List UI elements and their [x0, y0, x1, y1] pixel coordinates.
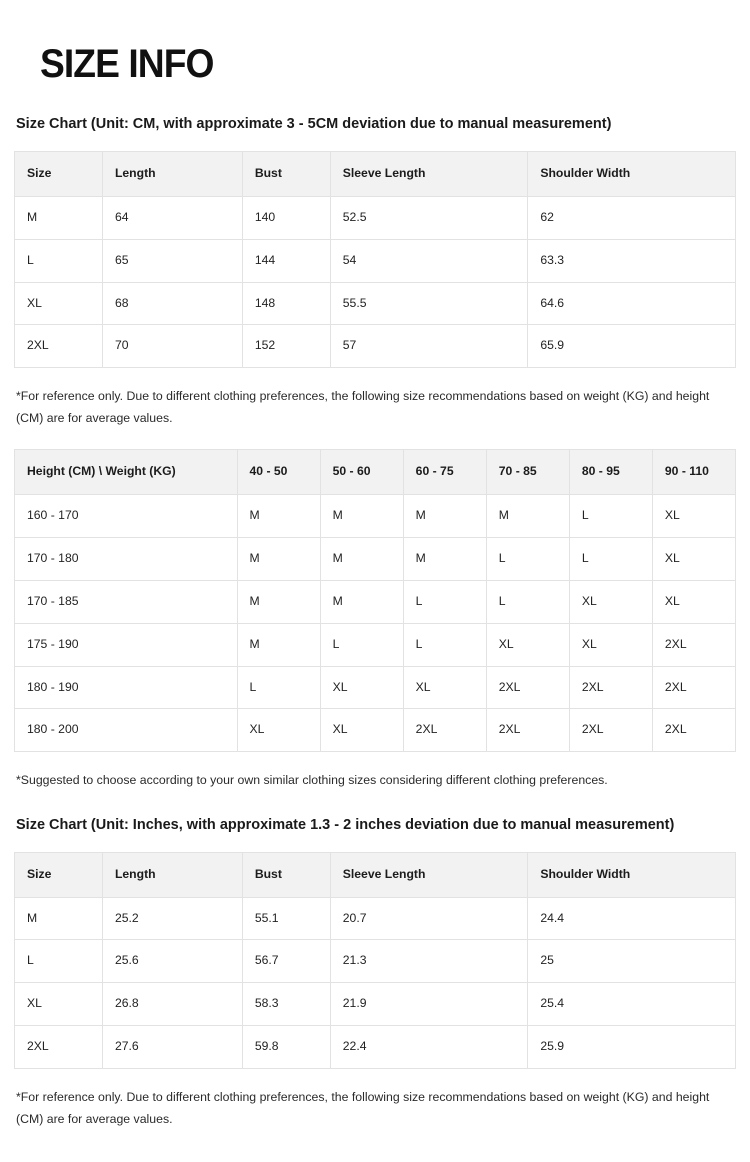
table-cell: 25: [528, 940, 736, 983]
table-cell: XL: [652, 537, 735, 580]
table-row: [15, 239, 736, 282]
table-cell: XL: [403, 666, 486, 709]
table-row: [15, 983, 736, 1026]
column-header: Shoulder Width: [528, 151, 736, 196]
table-cell: XL: [652, 580, 735, 623]
size-info-page: [0, 42, 750, 1158]
table-cell: L: [320, 623, 403, 666]
table-cell: 59.8: [242, 1026, 330, 1069]
table-cell: 58.3: [242, 983, 330, 1026]
column-header: 40 - 50: [237, 450, 320, 495]
table-cell: 21.3: [330, 940, 528, 983]
table-cell: 2XL: [652, 623, 735, 666]
table-cell: 25.2: [102, 897, 242, 940]
table-cell: 175 - 190: [15, 623, 238, 666]
table-row: [15, 897, 736, 940]
column-header: 70 - 85: [486, 450, 569, 495]
table-cell: XL: [486, 623, 569, 666]
table-cell: 54: [330, 239, 528, 282]
table-row: [15, 709, 736, 752]
inches-size-chart-table: [14, 852, 736, 1069]
table-cell: M: [237, 537, 320, 580]
table-cell: L: [237, 666, 320, 709]
size-recommendation-table: [14, 449, 736, 752]
column-header: 50 - 60: [320, 450, 403, 495]
table-cell: XL: [15, 282, 103, 325]
column-header: Size: [15, 852, 103, 897]
note-reference-cm: *For reference only. Due to different clothing preferences, the following size recommendations based on weight (KG) and height (CM) are for average values.: [16, 389, 710, 425]
table-cell: L: [486, 537, 569, 580]
table-cell: 2XL: [569, 666, 652, 709]
table-cell: 64.6: [528, 282, 736, 325]
table-cell: M: [320, 537, 403, 580]
table-row: [15, 282, 736, 325]
table-cell: 57: [330, 325, 528, 368]
table-cell: 2XL: [15, 1026, 103, 1069]
table-cell: 160 - 170: [15, 495, 238, 538]
table-cell: M: [403, 495, 486, 538]
table-cell: XL: [320, 709, 403, 752]
table-cell: M: [237, 495, 320, 538]
table-cell: XL: [569, 580, 652, 623]
table-cell: 170 - 180: [15, 537, 238, 580]
table-cell: 21.9: [330, 983, 528, 1026]
column-header: Length: [102, 151, 242, 196]
table-cell: M: [486, 495, 569, 538]
cm-chart-heading: Size Chart (Unit: CM, with approximate 3 - 5CM deviation due to manual measurement): [16, 116, 612, 132]
table-cell: XL: [569, 623, 652, 666]
table-cell: 65: [102, 239, 242, 282]
column-header: Length: [102, 852, 242, 897]
table-cell: 180 - 200: [15, 709, 238, 752]
table-row: [15, 325, 736, 368]
table-row: [15, 495, 736, 538]
table-cell: M: [237, 623, 320, 666]
table-cell: M: [15, 897, 103, 940]
table-cell: 148: [242, 282, 330, 325]
table-cell: 144: [242, 239, 330, 282]
table-cell: 170 - 185: [15, 580, 238, 623]
column-header: Shoulder Width: [528, 852, 736, 897]
table-cell: M: [15, 196, 103, 239]
note-reference-inches: *For reference only. Due to different clothing preferences, the following size recommendations based on weight (KG) and height (CM) are for average values.: [16, 1090, 710, 1126]
table-cell: 68: [102, 282, 242, 325]
table-cell: 55.1: [242, 897, 330, 940]
table-cell: XL: [15, 983, 103, 1026]
note-suggested: *Suggested to choose according to your own similar clothing sizes considering different clothing preferences.: [16, 773, 608, 788]
table-row: [15, 537, 736, 580]
column-header: 90 - 110: [652, 450, 735, 495]
inches-chart-heading: Size Chart (Unit: Inches, with approximate 1.3 - 2 inches deviation due to manual measurement): [16, 816, 675, 833]
table-cell: XL: [237, 709, 320, 752]
table-cell: 25.4: [528, 983, 736, 1026]
table-header-row: [15, 852, 736, 897]
column-header: Sleeve Length: [330, 151, 528, 196]
table-cell: 62: [528, 196, 736, 239]
table-cell: 27.6: [102, 1026, 242, 1069]
table-cell: M: [237, 580, 320, 623]
table-cell: 63.3: [528, 239, 736, 282]
table-cell: 2XL: [15, 325, 103, 368]
column-header: Bust: [242, 852, 330, 897]
table-cell: L: [403, 623, 486, 666]
cm-size-chart-table: [14, 151, 736, 368]
table-row: [15, 940, 736, 983]
table-cell: M: [403, 537, 486, 580]
table-cell: L: [403, 580, 486, 623]
table-cell: L: [569, 495, 652, 538]
table-cell: L: [15, 940, 103, 983]
table-cell: L: [15, 239, 103, 282]
table-row: [15, 666, 736, 709]
table-cell: 25.6: [102, 940, 242, 983]
table-cell: 25.9: [528, 1026, 736, 1069]
column-header: 80 - 95: [569, 450, 652, 495]
table-cell: XL: [320, 666, 403, 709]
table-cell: 64: [102, 196, 242, 239]
table-header-row: [15, 151, 736, 196]
column-header: Bust: [242, 151, 330, 196]
table-cell: 180 - 190: [15, 666, 238, 709]
table-header-row: [15, 450, 736, 495]
table-cell: 2XL: [652, 666, 735, 709]
table-cell: XL: [652, 495, 735, 538]
table-cell: 22.4: [330, 1026, 528, 1069]
table-cell: 152: [242, 325, 330, 368]
table-cell: 2XL: [569, 709, 652, 752]
table-cell: 52.5: [330, 196, 528, 239]
table-row: [15, 196, 736, 239]
table-row: [15, 580, 736, 623]
table-cell: 56.7: [242, 940, 330, 983]
table-cell: L: [486, 580, 569, 623]
table-cell: L: [569, 537, 652, 580]
table-cell: 2XL: [652, 709, 735, 752]
table-row: [15, 1026, 736, 1069]
column-header: Height (CM) \ Weight (KG): [15, 450, 238, 495]
table-cell: 2XL: [486, 666, 569, 709]
table-cell: 140: [242, 196, 330, 239]
table-cell: 55.5: [330, 282, 528, 325]
table-cell: 70: [102, 325, 242, 368]
table-cell: 24.4: [528, 897, 736, 940]
column-header: 60 - 75: [403, 450, 486, 495]
table-cell: 2XL: [486, 709, 569, 752]
page-title: SIZE INFO: [40, 42, 214, 86]
table-cell: 2XL: [403, 709, 486, 752]
table-cell: 65.9: [528, 325, 736, 368]
table-row: [15, 623, 736, 666]
table-cell: 26.8: [102, 983, 242, 1026]
column-header: Sleeve Length: [330, 852, 528, 897]
table-cell: 20.7: [330, 897, 528, 940]
table-cell: M: [320, 580, 403, 623]
table-cell: M: [320, 495, 403, 538]
column-header: Size: [15, 151, 103, 196]
